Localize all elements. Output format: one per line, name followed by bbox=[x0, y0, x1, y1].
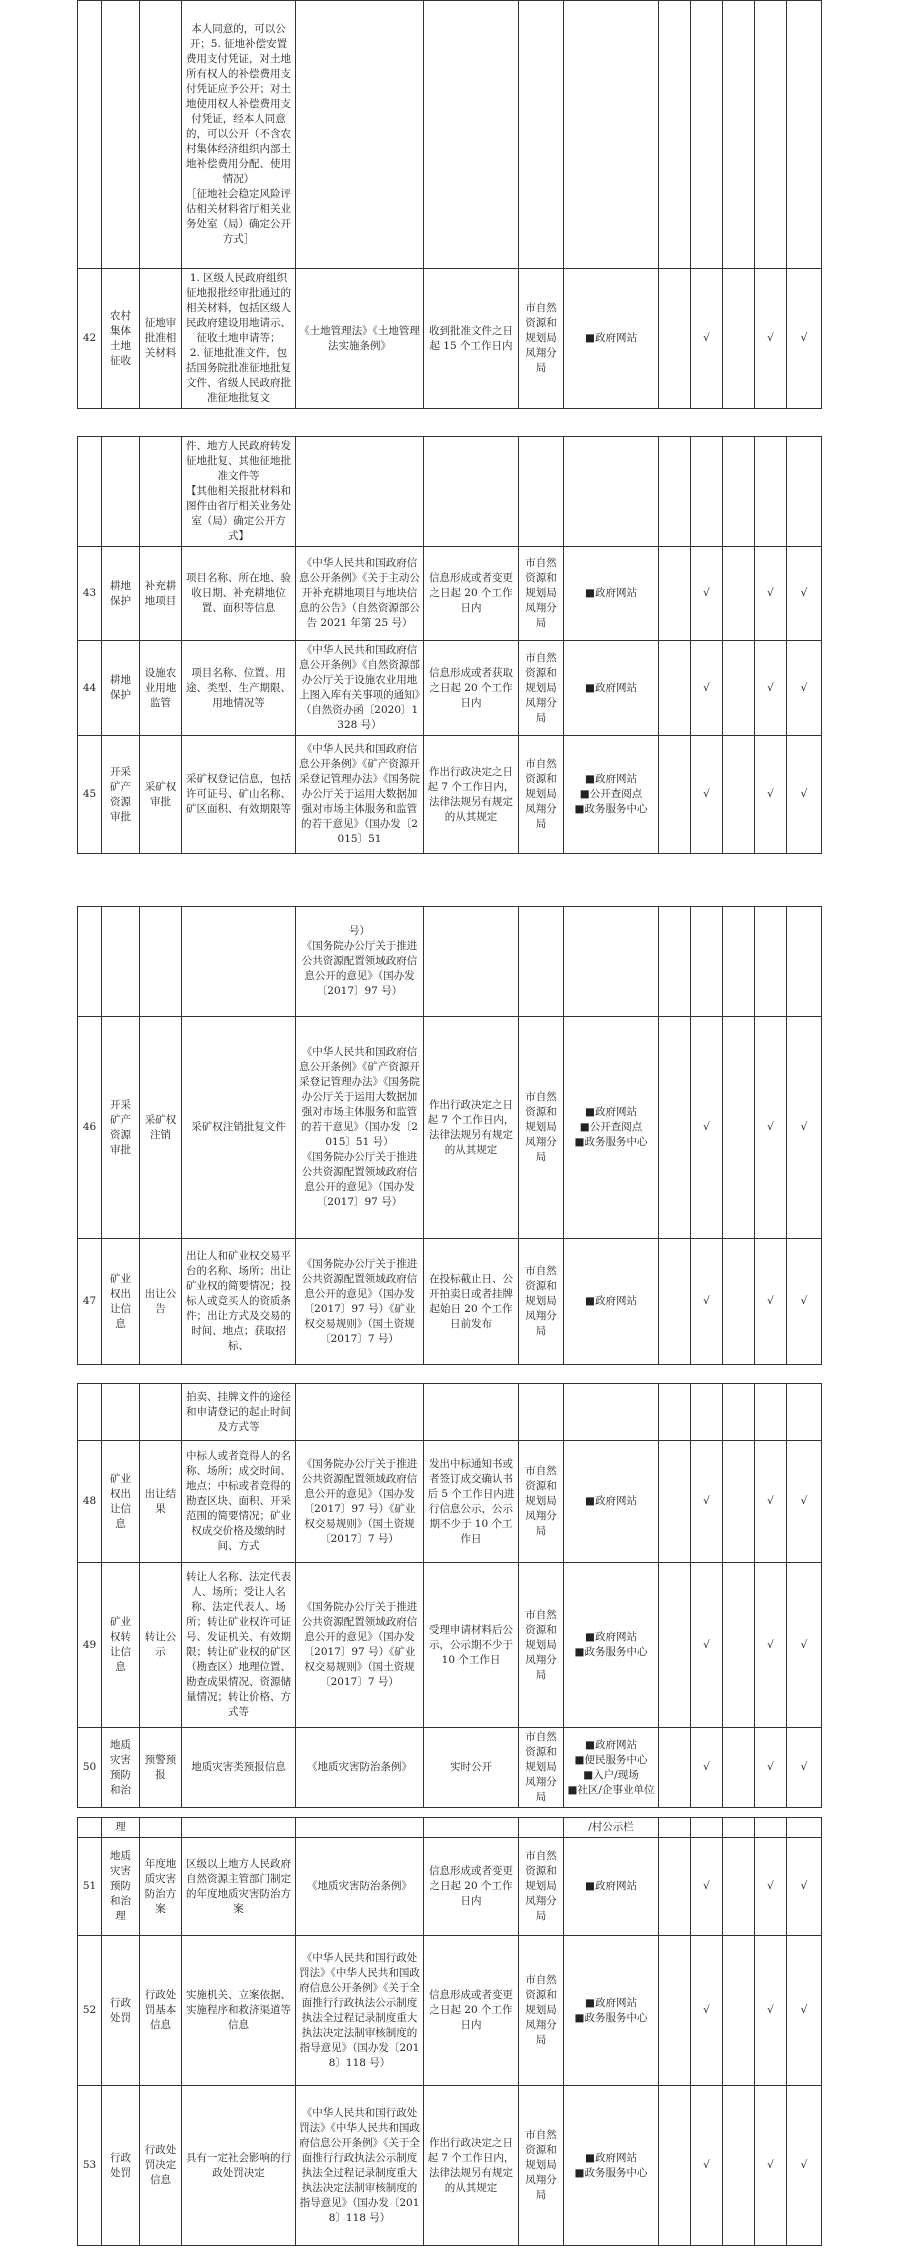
row-number: 49 bbox=[78, 1563, 102, 1728]
table-row bbox=[78, 1441, 822, 1563]
item-cell: 年度地质灾害防治方案 bbox=[140, 1838, 182, 1936]
check-cell bbox=[787, 1, 822, 269]
content-cell: 中标人或者竞得人的名称、场所；成交时间、地点；中标或者竞得的勘查区块、面积、开采范围的简要情况；矿业权成交价格及缴纳时间、方式 bbox=[182, 1441, 296, 1563]
check-cell bbox=[723, 1239, 755, 1365]
channel-item: ■便民服务中心 bbox=[574, 1753, 648, 1766]
table-row bbox=[78, 1017, 822, 1239]
check-cell bbox=[691, 437, 723, 547]
check-cell: √ bbox=[787, 641, 822, 736]
item-cell: 采矿权审批 bbox=[140, 736, 182, 854]
check-cell bbox=[691, 1818, 723, 1838]
check-cell bbox=[755, 907, 787, 1017]
category-cell bbox=[102, 1, 140, 269]
check-cell: √ bbox=[787, 547, 822, 641]
check-cell: √ bbox=[755, 1239, 787, 1365]
channels-cell bbox=[564, 1563, 659, 1728]
check-cell: √ bbox=[691, 736, 723, 854]
agency-cell: 市自然资源和规划局凤翔分局 bbox=[519, 1239, 564, 1365]
check-cell: √ bbox=[787, 736, 822, 854]
check-cell bbox=[755, 1, 787, 269]
agency-cell bbox=[519, 1, 564, 269]
table-row bbox=[78, 1384, 822, 1441]
check-cell: √ bbox=[691, 547, 723, 641]
table-row bbox=[78, 1818, 822, 1838]
agency-cell: 市自然资源和规划局凤翔分局 bbox=[519, 1563, 564, 1728]
channel-item: ■政府网站 bbox=[585, 1738, 637, 1751]
check-cell: √ bbox=[755, 1838, 787, 1936]
basis-cell: 《土地管理法》《土地管理法实施条例》 bbox=[296, 269, 424, 409]
check-cell: √ bbox=[691, 1936, 723, 2086]
item-cell: 采矿权注销 bbox=[140, 1017, 182, 1239]
row-number: 50 bbox=[78, 1728, 102, 1808]
check-cell bbox=[659, 1563, 691, 1728]
category-cell: 农村集体土地征收 bbox=[102, 269, 140, 409]
channel-item: ■政府网站 bbox=[585, 587, 637, 599]
table-row bbox=[78, 1936, 822, 2086]
agency-cell: 市自然资源和规划局凤翔分局 bbox=[519, 1936, 564, 2086]
content-cell: 出让人和矿业权交易平台的名称、场所；出让矿业权的简要情况；投标人或竞买人的资质条件；出让方式及交易的时间、地点；获取招标、 bbox=[182, 1239, 296, 1365]
content-cell: 实施机关、立案依据、实施程序和救济渠道等信息 bbox=[182, 1936, 296, 2086]
item-cell bbox=[140, 1, 182, 269]
check-cell bbox=[659, 1441, 691, 1563]
item-cell: 设施农业用地监管 bbox=[140, 641, 182, 736]
basis-cell: 《中华人民共和国政府信息公开条例》《矿产资源开采登记管理办法》《国务院办公厅关于运用大数据加强对市场主体服务和监管的若干意见》（国办发〔2015〕51 bbox=[296, 736, 424, 854]
row-number: 46 bbox=[78, 1017, 102, 1239]
category-cell: 开采矿产资源审批 bbox=[102, 1017, 140, 1239]
check-cell: √ bbox=[755, 547, 787, 641]
time-cell: 作出行政决定之日起 7 个工作日内，法律法规另有规定的从其规定 bbox=[424, 1017, 519, 1239]
agency-cell: 市自然资源和规划局凤翔分局 bbox=[519, 269, 564, 409]
content-cell: 地质灾害类预报信息 bbox=[182, 1728, 296, 1808]
basis-cell bbox=[296, 1818, 424, 1838]
channels-cell bbox=[564, 2086, 659, 2246]
check-cell: √ bbox=[691, 1441, 723, 1563]
check-cell: √ bbox=[787, 1017, 822, 1239]
table-section bbox=[77, 436, 822, 854]
category-cell: 矿业权出让信息 bbox=[102, 1239, 140, 1365]
content-cell: 采矿权登记信息，包括许可证号、矿山名称、矿区面积、有效期限等 bbox=[182, 736, 296, 854]
channel-item: ■政府网站 bbox=[585, 1106, 637, 1118]
channels-cell bbox=[564, 1838, 659, 1936]
basis-cell: 《中华人民共和国政府信息公开条例》《矿产资源开采登记管理办法》《国务院办公厅关于运用大数据加强对市场主体服务和监管的若干意见》（国办发〔2015〕51 号） 《国务院办公厅关于推进公共资源配置领域政府信息公开的意见》（国办发〔2017〕97 号） bbox=[296, 1017, 424, 1239]
category-cell bbox=[102, 437, 140, 547]
check-cell: √ bbox=[787, 1239, 822, 1365]
item-cell: 补充耕地项目 bbox=[140, 547, 182, 641]
channels-cell bbox=[564, 907, 659, 1017]
check-cell bbox=[723, 1936, 755, 2086]
check-cell: √ bbox=[691, 1563, 723, 1728]
item-cell bbox=[140, 1384, 182, 1441]
channel-item: ■入户/现场 bbox=[583, 1768, 639, 1781]
row-number: 48 bbox=[78, 1441, 102, 1563]
category-cell: 矿业权出让信息 bbox=[102, 1441, 140, 1563]
check-cell bbox=[723, 1728, 755, 1808]
table-row bbox=[78, 1728, 822, 1808]
channels-cell bbox=[564, 437, 659, 547]
row-number bbox=[78, 1818, 102, 1838]
check-cell bbox=[659, 437, 691, 547]
check-cell bbox=[723, 547, 755, 641]
channel-item: ■政务服务中心 bbox=[574, 2011, 648, 2024]
channels-cell bbox=[564, 1, 659, 269]
check-cell: √ bbox=[755, 641, 787, 736]
check-cell: √ bbox=[755, 736, 787, 854]
channel-item: ■政务服务中心 bbox=[574, 803, 648, 815]
time-cell: 信息形成或者变更之日起 20 个工作日内 bbox=[424, 1936, 519, 2086]
check-cell bbox=[755, 1384, 787, 1441]
table-section bbox=[77, 1817, 822, 2246]
channels-cell bbox=[564, 1936, 659, 2086]
channel-item: ■政府网站 bbox=[585, 1880, 637, 1892]
table-section bbox=[77, 906, 822, 1365]
row-number: 42 bbox=[78, 269, 102, 409]
item-cell: 出让公告 bbox=[140, 1239, 182, 1365]
content-cell: 本人同意的，可以公开；5. 征地补偿安置费用支付凭证，对土地所有权人的补偿费用支付凭证应予公开；对土地使用权人补偿费用支付凭证，经本人同意的，可以公开（不含农村集体经济组织内部土地补偿费用分配、使用情况） ［征地社会稳定风险评估相关材料省厅相关业务处室（局）确定公开方式］ bbox=[182, 1, 296, 269]
time-cell bbox=[424, 437, 519, 547]
check-cell: √ bbox=[755, 1728, 787, 1808]
row-number: 44 bbox=[78, 641, 102, 736]
row-number: 51 bbox=[78, 1838, 102, 1936]
item-cell: 征地审批准相关材料 bbox=[140, 269, 182, 409]
row-number bbox=[78, 1, 102, 269]
agency-cell: 市自然资源和规划局凤翔分局 bbox=[519, 547, 564, 641]
channel-item: ■政务服务中心 bbox=[574, 2166, 648, 2179]
basis-cell: 《中华人民共和国行政处罚法》《中华人民共和国政府信息公开条例》《关于全面推行行政执法公示制度执法全过程记录制度重大执法决定法制审核制度的指导意见》（国办发〔2018〕118 号） bbox=[296, 1936, 424, 2086]
check-cell: √ bbox=[755, 2086, 787, 2246]
row-number: 43 bbox=[78, 547, 102, 641]
content-cell: 具有一定社会影响的行政处罚决定 bbox=[182, 2086, 296, 2246]
channel-item: ■政府网站 bbox=[585, 1996, 637, 2009]
basis-cell: 《国务院办公厅关于推进公共资源配置领域政府信息公开的意见》（国办发〔2017〕97 号）《矿业权交易规则》（国土资规〔2017〕7 号） bbox=[296, 1441, 424, 1563]
channels-cell bbox=[564, 1384, 659, 1441]
category-cell bbox=[102, 1384, 140, 1441]
check-cell bbox=[691, 1, 723, 269]
basis-cell: 《国务院办公厅关于推进公共资源配置领域政府信息公开的意见》（国办发〔2017〕97 号）《矿业权交易规则》（国土资规〔2017〕7 号） bbox=[296, 1563, 424, 1728]
check-cell: √ bbox=[787, 1563, 822, 1728]
check-cell: √ bbox=[691, 269, 723, 409]
channels-cell bbox=[564, 1239, 659, 1365]
time-cell bbox=[424, 1384, 519, 1441]
table-row bbox=[78, 269, 822, 409]
time-cell: 发出中标通知书或者签订成交确认书后 5 个工作日内进行信息公示，公示期不少于 10 个工作日 bbox=[424, 1441, 519, 1563]
check-cell bbox=[659, 2086, 691, 2246]
time-cell: 作出行政决定之日起 7 个工作日内，法律法规另有规定的从其规定 bbox=[424, 2086, 519, 2246]
agency-cell: 市自然资源和规划局凤翔分局 bbox=[519, 1441, 564, 1563]
channel-item: ■政府网站 bbox=[585, 773, 637, 785]
channels-cell bbox=[564, 1728, 659, 1808]
check-cell bbox=[659, 1384, 691, 1441]
agency-cell: 市自然资源和规划局凤翔分局 bbox=[519, 641, 564, 736]
row-number bbox=[78, 1384, 102, 1441]
check-cell bbox=[691, 907, 723, 1017]
time-cell bbox=[424, 907, 519, 1017]
channel-item: ■政府网站 bbox=[585, 332, 637, 344]
table-section bbox=[77, 1383, 822, 1808]
channel-item: ■政务服务中心 bbox=[574, 1646, 648, 1658]
check-cell bbox=[659, 269, 691, 409]
agency-cell: 市自然资源和规划局凤翔分局 bbox=[519, 2086, 564, 2246]
check-cell bbox=[723, 641, 755, 736]
check-cell: √ bbox=[691, 2086, 723, 2246]
check-cell bbox=[787, 907, 822, 1017]
time-cell: 信息形成或者获取之日起 20 个工作日内 bbox=[424, 641, 519, 736]
check-cell bbox=[787, 437, 822, 547]
category-cell: 开采矿产资源审批 bbox=[102, 736, 140, 854]
basis-cell bbox=[296, 1384, 424, 1441]
row-number bbox=[78, 907, 102, 1017]
channels-cell bbox=[564, 1017, 659, 1239]
channel-item: ■政务服务中心 bbox=[574, 1136, 648, 1148]
channel-item: ■公开查阅点 bbox=[579, 788, 643, 800]
time-cell: 信息形成或者变更之日起 20 个工作日内 bbox=[424, 547, 519, 641]
basis-cell: 号） 《国务院办公厅关于推进公共资源配置领域政府信息公开的意见》（国办发〔2017〕97 号） bbox=[296, 907, 424, 1017]
basis-cell: 《中华人民共和国政府信息公开条例》《关于主动公开补充耕地项目与地块信息的公告》（自然资源部公告 2021 年第 25 号） bbox=[296, 547, 424, 641]
basis-cell: 《中华人民共和国行政处罚法》《中华人民共和国政府信息公开条例》《关于全面推行行政执法公示制度执法全过程记录制度重大执法决定法制审核制度的指导意见》（国办发〔2018〕118 号） bbox=[296, 2086, 424, 2246]
check-cell bbox=[659, 1838, 691, 1936]
agency-cell: 市自然资源和规划局凤翔分局 bbox=[519, 1728, 564, 1808]
check-cell: √ bbox=[787, 2086, 822, 2246]
check-cell: √ bbox=[755, 1563, 787, 1728]
agency-cell bbox=[519, 1818, 564, 1838]
check-cell: √ bbox=[691, 1017, 723, 1239]
item-cell bbox=[140, 907, 182, 1017]
category-cell: 行政处罚 bbox=[102, 2086, 140, 2246]
basis-cell: 《地质灾害防治条例》 bbox=[296, 1838, 424, 1936]
time-cell: 信息形成或者变更之日起 20 个工作日内 bbox=[424, 1838, 519, 1936]
table-row bbox=[78, 1, 822, 269]
content-cell: 1. 区级人民政府组织征地报批经审批通过的相关材料，包括区级人民政府建设用地请示、征收土地申请等； 2. 征地批准文件，包括国务院批准征地批复文件、省级人民政府批准征地批复文 bbox=[182, 269, 296, 409]
check-cell bbox=[659, 547, 691, 641]
content-cell: 转让人名称、法定代表人、场所；受让人名称、法定代表人、场所；转让矿业权许可证号、发证机关、有效期限；转让矿业权的矿区（勘查区）地理位置、勘查成果情况、资源储量情况；转让价格、方式等 bbox=[182, 1563, 296, 1728]
check-cell: √ bbox=[787, 1441, 822, 1563]
channel-item: ■政府网站 bbox=[585, 681, 637, 694]
basis-cell: 《国务院办公厅关于推进公共资源配置领域政府信息公开的意见》（国办发〔2017〕97 号）《矿业权交易规则》（国土资规〔2017〕7 号） bbox=[296, 1239, 424, 1365]
check-cell: √ bbox=[787, 1838, 822, 1936]
check-cell: √ bbox=[787, 269, 822, 409]
check-cell bbox=[723, 1818, 755, 1838]
check-cell bbox=[659, 641, 691, 736]
check-cell bbox=[723, 1563, 755, 1728]
check-cell: √ bbox=[691, 1838, 723, 1936]
table-row bbox=[78, 1239, 822, 1365]
table-row bbox=[78, 907, 822, 1017]
time-cell: 实时公开 bbox=[424, 1728, 519, 1808]
table-row bbox=[78, 2086, 822, 2246]
item-cell: 行政处罚基本信息 bbox=[140, 1936, 182, 2086]
check-cell bbox=[787, 1818, 822, 1838]
check-cell bbox=[723, 736, 755, 854]
check-cell: √ bbox=[755, 269, 787, 409]
table-row bbox=[78, 1838, 822, 1936]
item-cell: 转让公示 bbox=[140, 1563, 182, 1728]
check-cell bbox=[659, 736, 691, 854]
category-cell: 理 bbox=[102, 1818, 140, 1838]
table-row bbox=[78, 641, 822, 736]
check-cell: √ bbox=[755, 1441, 787, 1563]
content-cell: 项目名称、所在地、验收日期、补充耕地位置、面积等信息 bbox=[182, 547, 296, 641]
item-cell: 出让结果 bbox=[140, 1441, 182, 1563]
channels-cell bbox=[564, 736, 659, 854]
channel-item: ■政府网站 bbox=[585, 1631, 637, 1643]
time-cell: 作出行政决定之日起 7 个工作日内，法律法规另有规定的从其规定 bbox=[424, 736, 519, 854]
check-cell bbox=[723, 907, 755, 1017]
channel-item: ■政府网站 bbox=[585, 2151, 637, 2164]
check-cell bbox=[659, 1936, 691, 2086]
row-number: 47 bbox=[78, 1239, 102, 1365]
time-cell: 收到批准文件之日起 15 个工作日内 bbox=[424, 269, 519, 409]
check-cell: √ bbox=[755, 1936, 787, 2086]
check-cell bbox=[723, 2086, 755, 2246]
check-cell bbox=[787, 1384, 822, 1441]
time-cell: 受理申请材料后公示，公示期不少于 10 个工作日 bbox=[424, 1563, 519, 1728]
channel-item: /村公示栏 bbox=[588, 1821, 634, 1833]
content-cell bbox=[182, 1818, 296, 1838]
check-cell bbox=[723, 437, 755, 547]
table-row bbox=[78, 736, 822, 854]
agency-cell: 市自然资源和规划局凤翔分局 bbox=[519, 736, 564, 854]
table-row bbox=[78, 547, 822, 641]
category-cell: 耕地保护 bbox=[102, 641, 140, 736]
row-number: 53 bbox=[78, 2086, 102, 2246]
channel-item: ■社区/企事业单位 bbox=[567, 1783, 655, 1796]
channel-item: ■公开查阅点 bbox=[579, 1121, 643, 1133]
row-number: 45 bbox=[78, 736, 102, 854]
check-cell: √ bbox=[691, 1239, 723, 1365]
item-cell bbox=[140, 437, 182, 547]
check-cell bbox=[755, 437, 787, 547]
agency-cell bbox=[519, 437, 564, 547]
check-cell bbox=[723, 1838, 755, 1936]
check-cell bbox=[659, 1728, 691, 1808]
check-cell: √ bbox=[691, 641, 723, 736]
agency-cell bbox=[519, 1384, 564, 1441]
channels-cell bbox=[564, 1441, 659, 1563]
check-cell bbox=[723, 1441, 755, 1563]
category-cell: 地质灾害预防和治 bbox=[102, 1728, 140, 1808]
channels-cell bbox=[564, 269, 659, 409]
agency-cell: 市自然资源和规划局凤翔分局 bbox=[519, 1838, 564, 1936]
check-cell bbox=[723, 1, 755, 269]
channel-item: ■政府网站 bbox=[585, 1295, 637, 1307]
check-cell bbox=[659, 1017, 691, 1239]
basis-cell: 《地质灾害防治条例》 bbox=[296, 1728, 424, 1808]
agency-cell bbox=[519, 907, 564, 1017]
category-cell: 耕地保护 bbox=[102, 547, 140, 641]
check-cell bbox=[659, 1818, 691, 1838]
channel-item: ■政府网站 bbox=[585, 1495, 637, 1507]
content-cell: 项目名称、位置、用途、类型、生产期限、用地情况等 bbox=[182, 641, 296, 736]
channels-cell bbox=[564, 547, 659, 641]
check-cell: √ bbox=[787, 1728, 822, 1808]
content-cell: 区级以上地方人民政府自然资源主管部门制定的年度地质灾害防治方案 bbox=[182, 1838, 296, 1936]
time-cell bbox=[424, 1, 519, 269]
category-cell: 矿业权转让信息 bbox=[102, 1563, 140, 1728]
content-cell: 采矿权注销批复文件 bbox=[182, 1017, 296, 1239]
table-row bbox=[78, 437, 822, 547]
channels-cell bbox=[564, 1818, 659, 1838]
row-number: 52 bbox=[78, 1936, 102, 2086]
category-cell: 地质灾害预防和治理 bbox=[102, 1838, 140, 1936]
basis-cell bbox=[296, 437, 424, 547]
check-cell: √ bbox=[691, 1728, 723, 1808]
basis-cell: 《中华人民共和国政府信息公开条例》《自然资源部办公厅关于设施农业用地上图入库有关事项的通知》（自然资办函〔2020〕1328 号） bbox=[296, 641, 424, 736]
basis-cell bbox=[296, 1, 424, 269]
category-cell: 行政处罚 bbox=[102, 1936, 140, 2086]
check-cell bbox=[755, 1818, 787, 1838]
content-cell bbox=[182, 907, 296, 1017]
check-cell bbox=[691, 1384, 723, 1441]
check-cell bbox=[659, 1239, 691, 1365]
category-cell bbox=[102, 907, 140, 1017]
item-cell: 行政处罚决定信息 bbox=[140, 2086, 182, 2246]
table-section bbox=[77, 0, 822, 409]
item-cell: 预警预报 bbox=[140, 1728, 182, 1808]
time-cell: 在投标截止日、公开拍卖日或者挂牌起始日 20 个工作日前发布 bbox=[424, 1239, 519, 1365]
check-cell bbox=[723, 1384, 755, 1441]
check-cell bbox=[659, 907, 691, 1017]
check-cell bbox=[723, 1017, 755, 1239]
check-cell: √ bbox=[787, 1936, 822, 2086]
agency-cell: 市自然资源和规划局凤翔分局 bbox=[519, 1017, 564, 1239]
table-row bbox=[78, 1563, 822, 1728]
time-cell bbox=[424, 1818, 519, 1838]
channels-cell bbox=[564, 641, 659, 736]
check-cell bbox=[659, 1, 691, 269]
check-cell bbox=[723, 269, 755, 409]
content-cell: 拍卖、挂牌文件的途径和申请登记的起止时间及方式等 bbox=[182, 1384, 296, 1441]
content-cell: 件、地方人民政府转发征地批复、其他征地批准文件等 【其他相关报批材料和图件由省厅相关业务处室（局）确定公开方式】 bbox=[182, 437, 296, 547]
check-cell: √ bbox=[755, 1017, 787, 1239]
item-cell bbox=[140, 1818, 182, 1838]
row-number bbox=[78, 437, 102, 547]
